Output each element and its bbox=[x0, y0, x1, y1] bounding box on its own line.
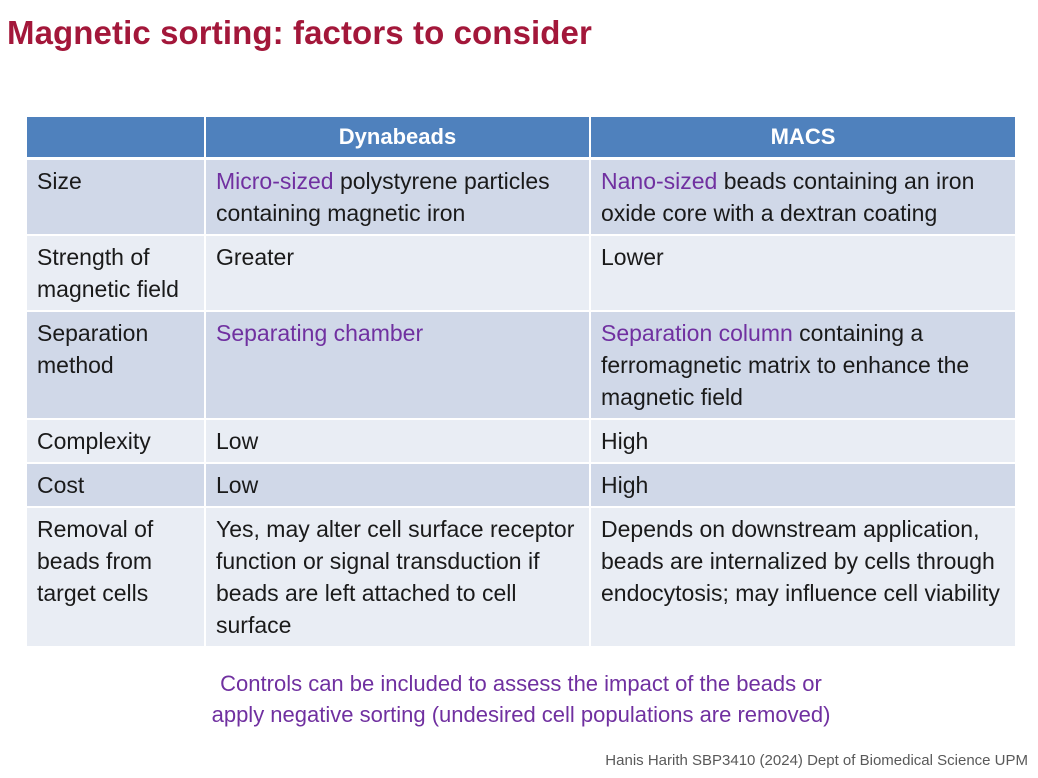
header-dynabeads: Dynabeads bbox=[205, 117, 590, 159]
table-row-strength bbox=[27, 235, 1015, 311]
cell-text: containing a ferromagnetic matrix to enhance the magnetic field bbox=[601, 320, 970, 410]
factor-cell: Removal of beads from target cells bbox=[27, 507, 205, 647]
slide-credit: Hanis Harith SBP3410 (2024) Dept of Biomedical Science UPM bbox=[605, 752, 1028, 769]
factor-cell: Cost bbox=[27, 463, 205, 507]
dynabeads-cell bbox=[205, 311, 590, 419]
highlight-text: Micro-sized bbox=[216, 168, 334, 194]
dynabeads-cell: Low bbox=[205, 463, 590, 507]
dynabeads-cell: Yes, may alter cell surface receptor function or signal transduction if beads are left attached to cell surface bbox=[205, 507, 590, 647]
macs-cell: Lower bbox=[590, 235, 1015, 311]
header-macs: MACS bbox=[590, 117, 1015, 159]
factor-cell: Complexity bbox=[27, 419, 205, 463]
controls-note bbox=[27, 668, 1015, 730]
highlight-text: Separating chamber bbox=[216, 320, 424, 346]
cell-text: polystyrene particles containing magnetic iron bbox=[216, 168, 550, 226]
macs-cell bbox=[590, 311, 1015, 419]
factor-cell: Size bbox=[27, 159, 205, 236]
highlight-text: Separation column bbox=[601, 320, 793, 346]
table-row-removal bbox=[27, 507, 1015, 647]
dynabeads-cell: Low bbox=[205, 419, 590, 463]
header-factor bbox=[27, 117, 205, 159]
factor-cell: Strength of magnetic field bbox=[27, 235, 205, 311]
dynabeads-cell: Greater bbox=[205, 235, 590, 311]
factor-cell: Separation method bbox=[27, 311, 205, 419]
cell-text: beads containing an iron oxide core with a dextran coating bbox=[601, 168, 975, 226]
highlight-text: Nano-sized bbox=[601, 168, 718, 194]
table-header-row bbox=[27, 117, 1015, 159]
macs-cell: Depends on downstream application, beads are internalized by cells through endocytosis; may influence cell viability bbox=[590, 507, 1015, 647]
macs-cell: High bbox=[590, 463, 1015, 507]
controls-note-line: Controls can be included to assess the impact of the beads or bbox=[220, 671, 822, 696]
table-row-size bbox=[27, 159, 1015, 236]
dynabeads-cell bbox=[205, 159, 590, 236]
comparison-table bbox=[27, 117, 1015, 648]
controls-note-line: apply negative sorting (undesired cell populations are removed) bbox=[211, 702, 831, 727]
table-row-complexity bbox=[27, 419, 1015, 463]
macs-cell bbox=[590, 159, 1015, 236]
table-row-separation bbox=[27, 311, 1015, 419]
slide-title: Magnetic sorting: factors to consider bbox=[7, 14, 592, 51]
macs-cell: High bbox=[590, 419, 1015, 463]
table-row-cost bbox=[27, 463, 1015, 507]
